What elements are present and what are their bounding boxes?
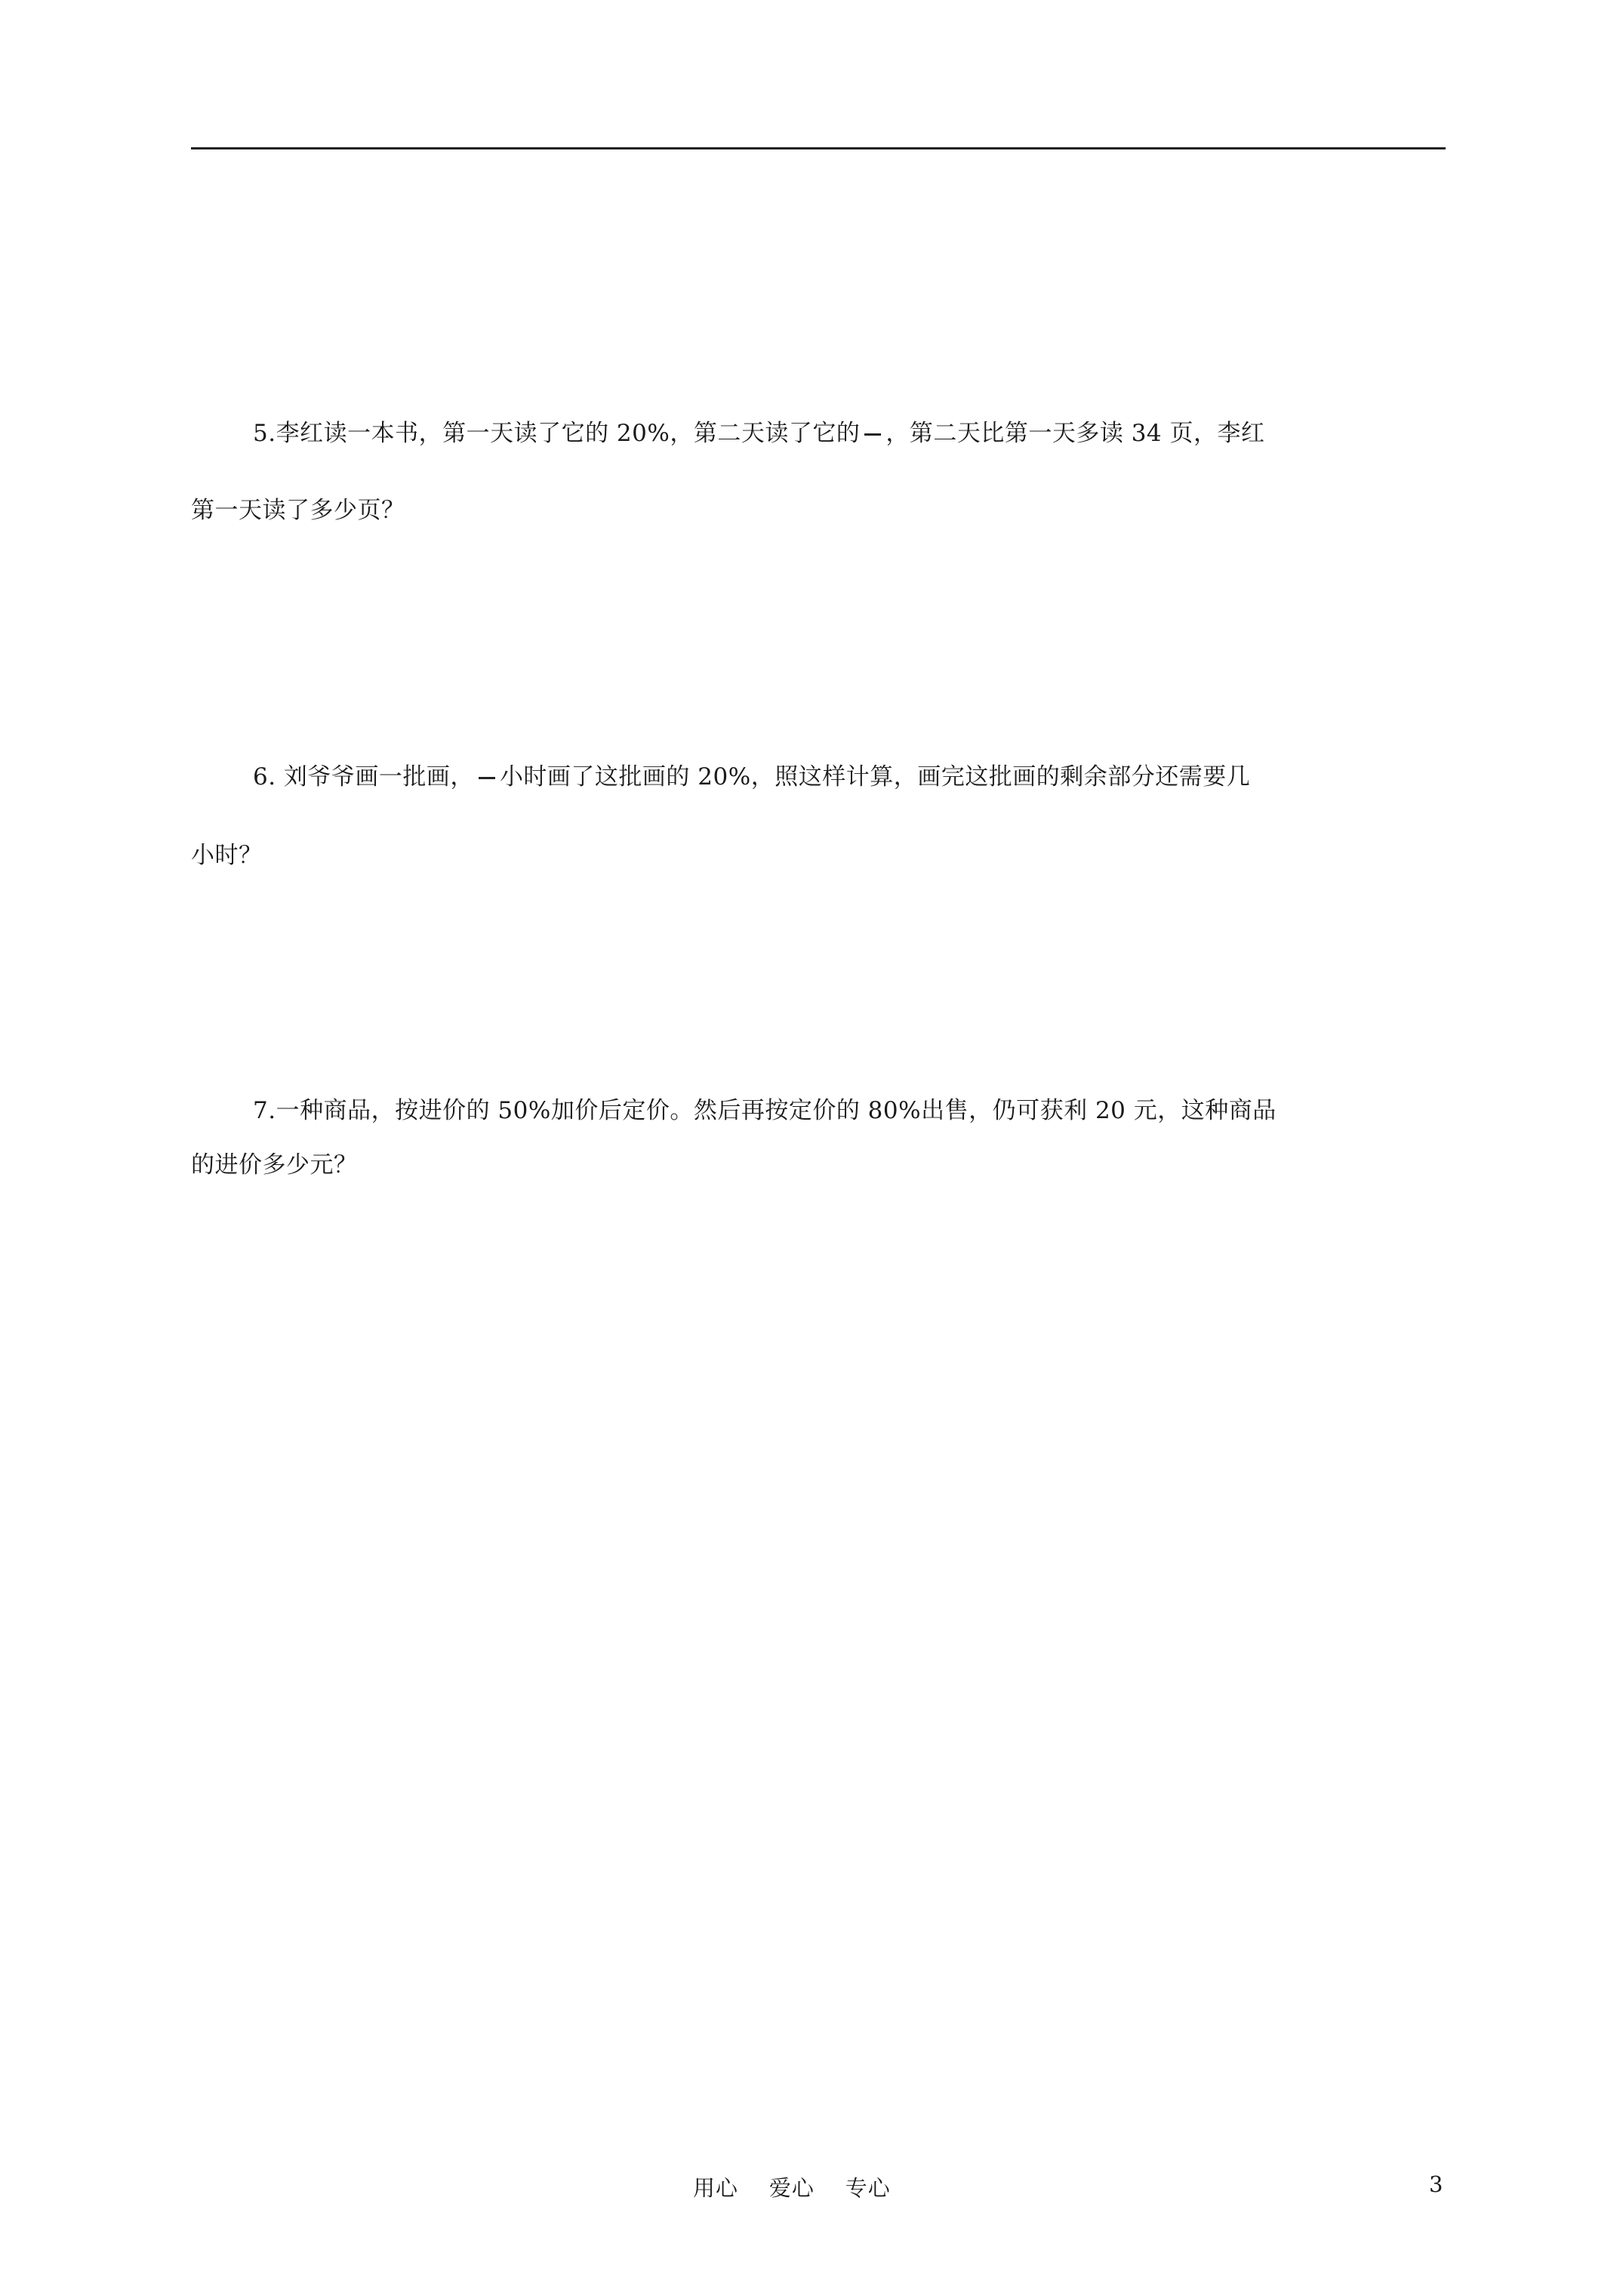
problem-6-line-1: [253, 757, 1250, 791]
footer-motto: 用心 爱心 专心: [693, 2175, 891, 2201]
fraction-placeholder: [479, 777, 495, 779]
problem-6-text-b: 小时画了这批画的 20%，照这样计算，画完这批画的剩余部分还需要几: [499, 763, 1251, 791]
problem-7-line-2: 的进价多少元？: [191, 1151, 358, 1179]
problem-5-line-2: 第一天读了多少页？: [191, 497, 405, 524]
problem-6-text-a: 6. 刘爷爷画一批画，: [253, 763, 474, 791]
problem-5-text-b: ，第二天比第一天多读 34 页，李红: [885, 420, 1265, 447]
header-rule: [191, 147, 1446, 149]
fraction-placeholder: [864, 433, 881, 436]
problem-6-line-2: 小时？: [191, 842, 263, 869]
problem-5-text-a: 5.李红读一本书，第一天读了它的 20%，第二天读了它的: [253, 420, 861, 447]
problem-7-line-1: 7.一种商品，按进价的 50%加价后定价。然后再按定价的 80%出售，仍可获利 20 元，这种商品: [253, 1097, 1277, 1124]
problem-5-line-1: [253, 414, 1265, 448]
page-number: 3: [1429, 2171, 1443, 2197]
